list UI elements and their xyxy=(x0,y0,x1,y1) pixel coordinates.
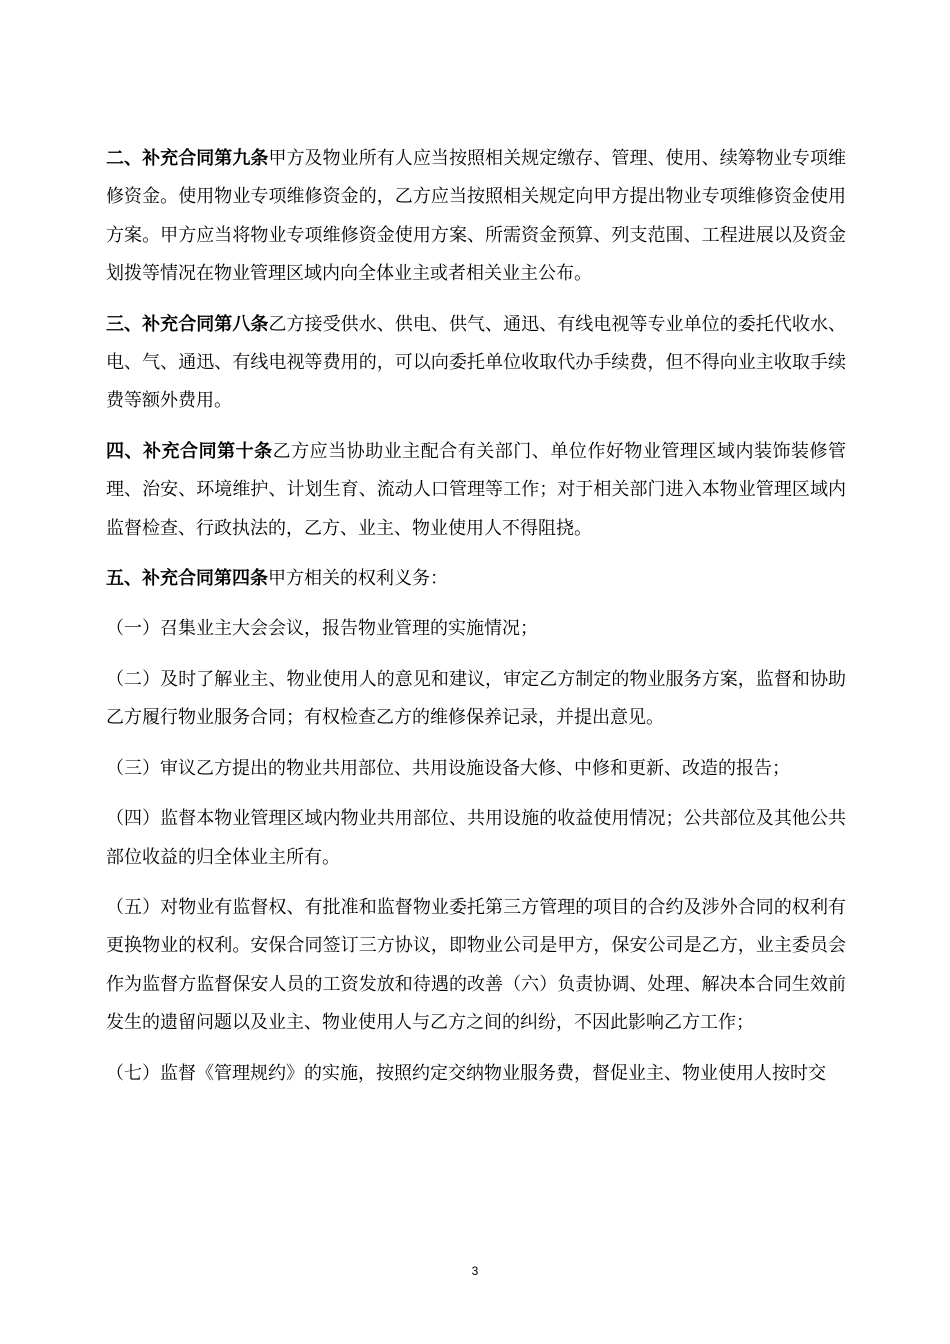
list-item-7 xyxy=(106,1055,846,1093)
page-number: 3 xyxy=(471,1264,479,1278)
paragraph-text: （五）对物业有监督权、有批准和监督物业委托第三方管理的项目的合约及涉外合同的权利有更换物业的权利。安保合同签订三方协议，即物业公司是甲方，保安公司是乙方，业主委员会作为监督方监督保安人员的工资发放和待遇的改善（六）负责协调、处理、解决本合同生效前发生的遗留问题以及业主、物业使用人与乙方之间的纠纷，不因此影响乙方工作； xyxy=(106,896,846,1034)
paragraph-text: 甲方及物业所有人应当按照相关规定缴存、管理、使用、续筹物业专项维修资金。使用物业专项维修资金的，乙方应当按照相关规定向甲方提出物业专项维修资金使用方案。甲方应当将物业专项维修资金使用方案、所需资金预算、列支范围、工程进展以及资金划拨等情况在物业管理区域内向全体业主或者相关业主公布。 xyxy=(106,148,846,285)
paragraph-heading: 三、补充合同第八条 xyxy=(106,313,269,335)
paragraph-text: （七）监督《管理规约》的实施，按照约定交纳物业服务费，督促业主、物业使用人按时交 xyxy=(106,1062,826,1084)
paragraph-heading: 四、补充合同第十条 xyxy=(106,440,273,462)
paragraph-text: （三）审议乙方提出的物业共用部位、共用设施设备大修、中修和更新、改造的报告； xyxy=(106,757,790,779)
list-item-1 xyxy=(106,610,846,648)
paragraph-heading: 五、补充合同第四条 xyxy=(106,568,268,590)
paragraph-text: 乙方应当协助业主配合有关部门、单位作好物业管理区域内装饰装修管理、治安、环境维护、计划生育、流动人口管理等工作；对于相关部门进入本物业管理区域内监督检查、行政执法的，乙方、业主、物业使用人不得阻挠。 xyxy=(106,440,847,539)
document-body xyxy=(106,140,846,1105)
paragraph-text: （四）监督本物业管理区域内物业共用部位、共用设施的收益使用情况；公共部位及其他公共部位收益的归全体业主所有。 xyxy=(106,808,846,868)
paragraph-article-10 xyxy=(106,433,846,548)
paragraph-text: 甲方相关的权利义务： xyxy=(268,568,448,590)
paragraph-text: （一）召集业主大会会议，报告物业管理的实施情况； xyxy=(106,618,538,640)
paragraph-article-8 xyxy=(106,306,846,421)
list-item-5 xyxy=(106,889,846,1043)
list-item-4 xyxy=(106,800,846,877)
paragraph-heading: 二、补充合同第九条 xyxy=(106,148,269,169)
paragraph-article-9 xyxy=(106,140,846,294)
list-item-2 xyxy=(106,661,846,738)
paragraph-text: 乙方接受供水、供电、供气、通迅、有线电视等专业单位的委托代收水、电、气、通迅、有线电视等费用的，可以向委托单位收取代办手续费，但不得向业主收取手续费等额外费用。 xyxy=(106,313,846,412)
list-item-3 xyxy=(106,750,846,788)
paragraph-article-4 xyxy=(106,560,846,598)
paragraph-text: （二）及时了解业主、物业使用人的意见和建议，审定乙方制定的物业服务方案，监督和协助乙方履行物业服务合同；有权检查乙方的维修保养记录，并提出意见。 xyxy=(106,668,846,729)
